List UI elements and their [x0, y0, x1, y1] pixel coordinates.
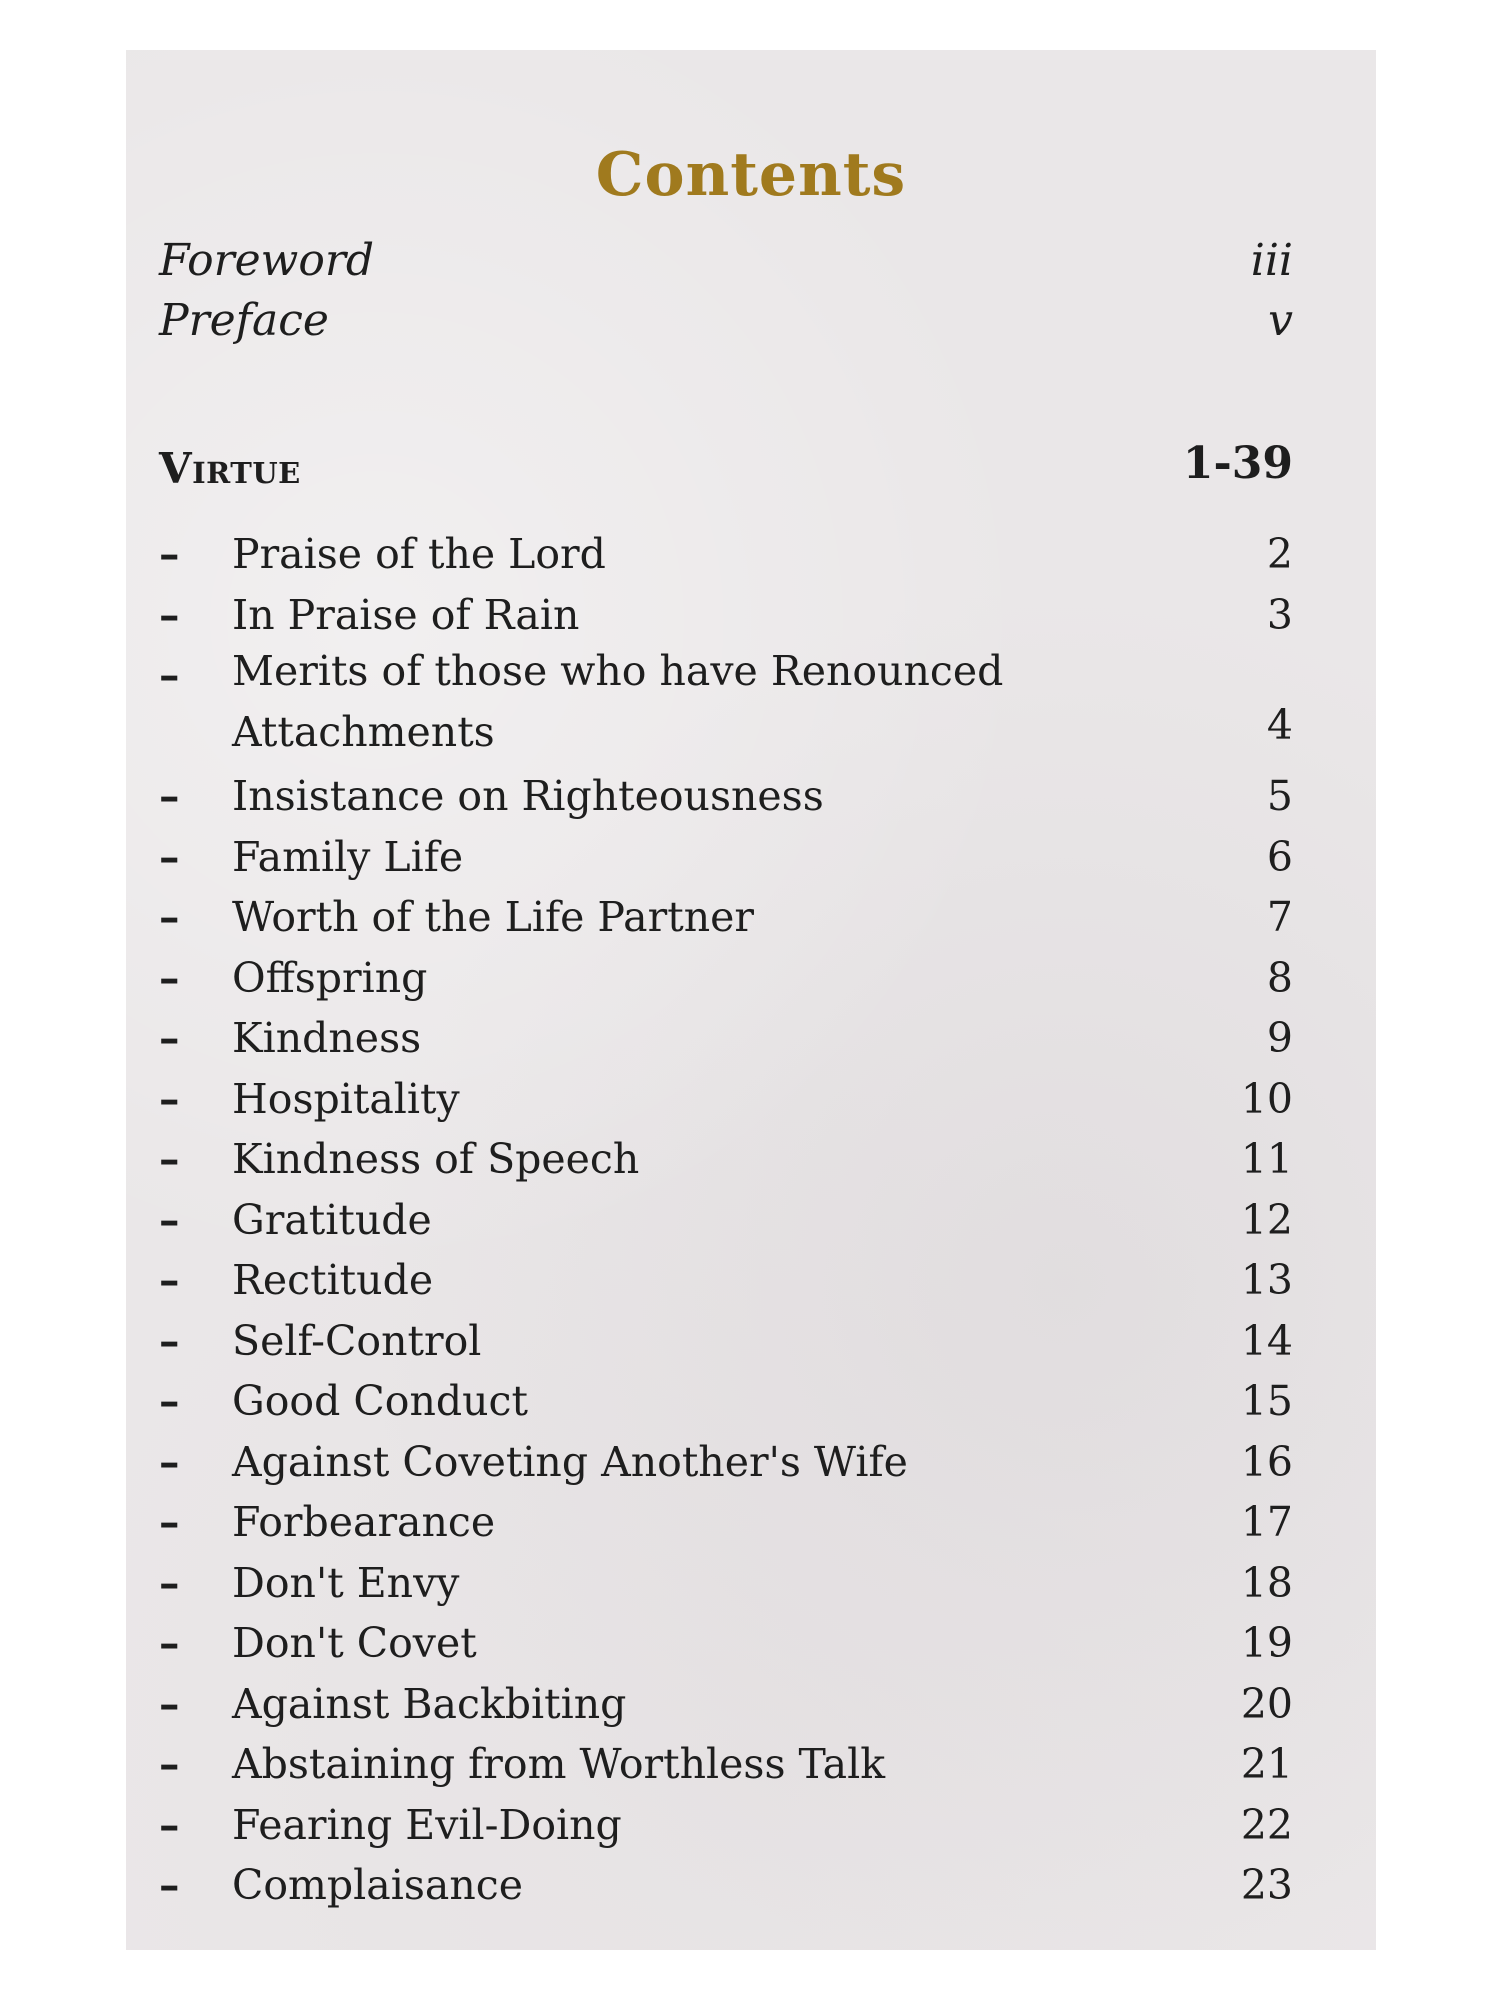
entry-page-number: 4: [1266, 701, 1293, 749]
entry-dash: –: [159, 590, 180, 639]
entry-page-number: 19: [1240, 1619, 1293, 1667]
entry-dash: –: [159, 1498, 180, 1546]
entry-page-number: 15: [1240, 1377, 1293, 1425]
entry-page-number: iii: [1250, 235, 1293, 286]
entry-label: Don't Covet: [232, 1619, 477, 1667]
entry-page-number: 20: [1240, 1679, 1293, 1728]
entry-dash: –: [159, 953, 180, 1002]
entry-page-number: 13: [1240, 1256, 1293, 1304]
toc-entry[interactable]: [159, 954, 1293, 1015]
entry-dash: –: [159, 893, 180, 941]
section-page-range: 1-39: [1182, 438, 1293, 489]
entry-page-number: 7: [1266, 893, 1293, 941]
section-label: Virtue: [159, 444, 301, 493]
entry-label: Worth of the Life Partner: [232, 893, 754, 941]
toc-entry[interactable]: [159, 1317, 1293, 1378]
entry-page-number: v: [1268, 295, 1293, 346]
entry-page-number: 8: [1266, 953, 1293, 1002]
entry-dash: –: [159, 1558, 180, 1607]
entry-label: Preface: [159, 295, 329, 346]
entry-label: Forbearance: [232, 1498, 496, 1546]
toc-entry[interactable]: [159, 833, 1293, 894]
toc-section-heading[interactable]: [159, 438, 1293, 498]
toc-entry[interactable]: [159, 1075, 1293, 1136]
entry-page-number: 16: [1240, 1437, 1293, 1486]
toc-entry[interactable]: [159, 1256, 1293, 1317]
entry-label: Abstaining from Worthless Talk: [232, 1740, 886, 1788]
entry-page-number: 9: [1266, 1014, 1293, 1062]
toc-entries: [159, 530, 1293, 1922]
entry-dash: –: [159, 530, 180, 578]
toc-entry[interactable]: [159, 1498, 1293, 1559]
entry-dash: –: [159, 1740, 180, 1788]
toc-entry[interactable]: [159, 772, 1293, 833]
entry-page-number: 10: [1240, 1074, 1293, 1123]
toc-entry[interactable]: [159, 1740, 1293, 1801]
toc-front-entry-foreword[interactable]: [159, 235, 1293, 295]
entry-page-number: 21: [1240, 1740, 1293, 1788]
toc-entry[interactable]: [159, 1559, 1293, 1620]
entry-label: Against Coveting Another's Wife: [232, 1437, 908, 1486]
entry-label: Foreword: [159, 235, 375, 286]
entry-dash: –: [159, 1800, 180, 1849]
toc-entry[interactable]: [159, 893, 1293, 954]
entry-label: Against Backbiting: [232, 1679, 627, 1728]
entry-page-number: 11: [1240, 1135, 1293, 1183]
entry-dash: –: [159, 1861, 180, 1909]
toc-entry[interactable]: [159, 1619, 1293, 1680]
toc-entry[interactable]: [159, 1196, 1293, 1257]
entry-label: Kindness: [232, 1014, 422, 1062]
toc-front-entry-preface[interactable]: [159, 295, 1293, 355]
entry-label: Merits of those who have Renounced Attachments: [232, 647, 1004, 756]
entry-page-number: 5: [1266, 772, 1293, 820]
page-title: Contents: [595, 140, 907, 210]
entry-dash: –: [159, 1256, 180, 1304]
entry-dash: –: [159, 651, 180, 699]
entry-dash: –: [159, 772, 180, 820]
entry-dash: –: [159, 1437, 180, 1486]
entry-dash: –: [159, 1316, 180, 1365]
entry-page-number: 6: [1266, 832, 1293, 881]
entry-dash: –: [159, 1377, 180, 1425]
entry-label: Don't Envy: [232, 1558, 460, 1607]
toc-entry[interactable]: [159, 1680, 1293, 1741]
entry-page-number: 2: [1266, 530, 1293, 578]
toc-entry[interactable]: [159, 1377, 1293, 1438]
entry-page-number: 14: [1240, 1316, 1293, 1365]
entry-dash: –: [159, 1074, 180, 1123]
contents-page: [126, 50, 1376, 1950]
toc-entry[interactable]: [159, 530, 1293, 591]
toc-entry[interactable]: [159, 1801, 1293, 1862]
toc-entry[interactable]: [159, 647, 1293, 772]
entry-dash: –: [159, 1195, 180, 1244]
entry-dash: –: [159, 1679, 180, 1728]
entry-label: Offspring: [232, 953, 428, 1002]
entry-dash: –: [159, 1619, 180, 1667]
entry-dash: –: [159, 1135, 180, 1183]
entry-page-number: 3: [1266, 590, 1293, 639]
toc-entry[interactable]: [159, 1135, 1293, 1196]
entry-label: Self-Control: [232, 1316, 482, 1365]
entry-label: In Praise of Rain: [232, 590, 580, 639]
entry-label: Good Conduct: [232, 1377, 528, 1425]
toc-entry[interactable]: [159, 1861, 1293, 1922]
entry-label: Rectitude: [232, 1256, 434, 1304]
entry-label: Complaisance: [232, 1861, 523, 1909]
toc-entry[interactable]: [159, 1438, 1293, 1499]
entry-page-number: 22: [1240, 1800, 1293, 1849]
entry-label: Insistance on Righteousness: [232, 772, 824, 820]
toc-entry[interactable]: [159, 1014, 1293, 1075]
entry-dash: –: [159, 832, 180, 881]
entry-page-number: 17: [1240, 1498, 1293, 1546]
entry-label: Praise of the Lord: [232, 530, 606, 578]
entry-label: Gratitude: [232, 1195, 432, 1244]
entry-page-number: 23: [1240, 1861, 1293, 1909]
entry-label: Fearing Evil-Doing: [232, 1800, 622, 1849]
entry-label: Hospitality: [232, 1074, 460, 1123]
entry-dash: –: [159, 1014, 180, 1062]
entry-label: Family Life: [232, 832, 464, 881]
entry-page-number: 12: [1240, 1195, 1293, 1244]
entry-page-number: 18: [1240, 1558, 1293, 1607]
entry-label: Kindness of Speech: [232, 1135, 640, 1183]
